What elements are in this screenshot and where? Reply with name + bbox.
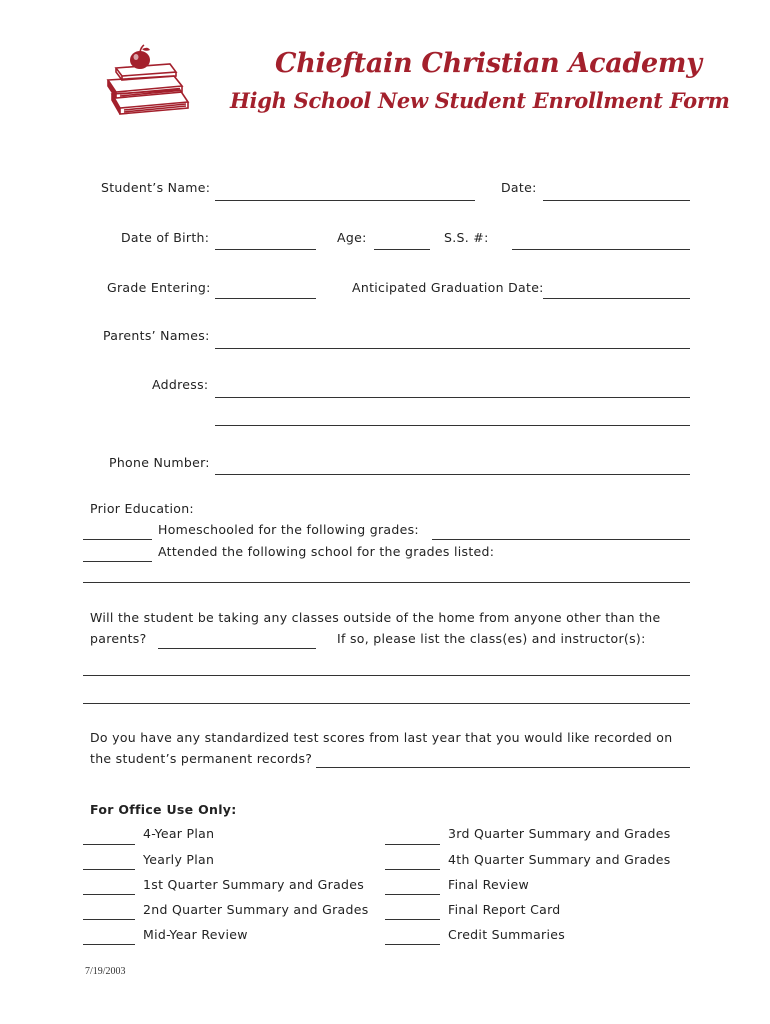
date-of-birth-label: Date of Birth: — [121, 230, 210, 245]
outside-classes-parents: parents? — [90, 631, 147, 646]
ssn-field[interactable] — [512, 249, 690, 250]
outside-classes-follow-up: If so, please list the class(es) and instructor(s): — [337, 631, 646, 646]
office-left-item: 4-Year Plan — [143, 826, 215, 841]
homeschooled-label: Homeschooled for the following grades: — [158, 522, 419, 537]
office-right-check[interactable] — [385, 919, 440, 920]
ssn-label: S.S. #: — [444, 230, 489, 245]
office-left-item: Mid-Year Review — [143, 927, 248, 942]
date-of-birth-field[interactable] — [215, 249, 316, 250]
apple-on-books-icon — [100, 44, 192, 118]
homeschooled-check-field[interactable] — [83, 539, 152, 540]
office-use-heading: For Office Use Only: — [90, 802, 237, 817]
attended-school-field[interactable] — [83, 582, 690, 583]
phone-number-field[interactable] — [215, 474, 690, 475]
phone-number-label: Phone Number: — [109, 455, 210, 470]
revision-date: 7/19/2003 — [85, 966, 126, 977]
office-right-item: Credit Summaries — [448, 927, 566, 942]
student-name-label: Student’s Name: — [101, 180, 211, 195]
test-scores-question: Do you have any standardized test scores from last year that you would like recorded on — [90, 730, 673, 745]
attended-label: Attended the following school for the grades listed: — [158, 544, 495, 559]
office-right-check[interactable] — [385, 944, 440, 945]
outside-classes-answer-field[interactable] — [158, 648, 316, 649]
test-scores-question-cont: the student’s permanent records? — [90, 751, 313, 766]
address-field-line2[interactable] — [215, 425, 690, 426]
outside-classes-question: Will the student be taking any classes outside of the home from anyone other than the — [90, 610, 661, 625]
grade-entering-field[interactable] — [215, 298, 316, 299]
office-left-item: 2nd Quarter Summary and Grades — [143, 902, 369, 917]
office-right-check[interactable] — [385, 894, 440, 895]
attended-check-field[interactable] — [83, 561, 152, 562]
office-left-check[interactable] — [83, 869, 135, 870]
office-right-item: 4th Quarter Summary and Grades — [448, 852, 671, 867]
age-field[interactable] — [374, 249, 430, 250]
classes-instructors-field-line1[interactable] — [83, 675, 690, 676]
form-title: High School New Student Enrollment Form — [230, 88, 730, 113]
office-left-check[interactable] — [83, 844, 135, 845]
address-label: Address: — [152, 377, 209, 392]
office-right-check[interactable] — [385, 844, 440, 845]
address-field-line1[interactable] — [215, 397, 690, 398]
homeschooled-grades-field[interactable] — [432, 539, 690, 540]
school-name: Chieftain Christian Academy — [275, 48, 702, 79]
office-left-check[interactable] — [83, 894, 135, 895]
age-label: Age: — [337, 230, 367, 245]
office-right-item: 3rd Quarter Summary and Grades — [448, 826, 671, 841]
office-left-check[interactable] — [83, 919, 135, 920]
test-scores-field[interactable] — [316, 767, 690, 768]
office-right-item: Final Review — [448, 877, 529, 892]
office-right-item: Final Report Card — [448, 902, 561, 917]
parents-names-field[interactable] — [215, 348, 690, 349]
anticipated-graduation-label: Anticipated Graduation Date: — [352, 280, 544, 295]
parents-names-label: Parents’ Names: — [103, 328, 210, 343]
date-label: Date: — [501, 180, 537, 195]
anticipated-graduation-field[interactable] — [543, 298, 690, 299]
office-left-item: 1st Quarter Summary and Grades — [143, 877, 365, 892]
date-field[interactable] — [543, 200, 690, 201]
logo — [100, 44, 192, 118]
classes-instructors-field-line2[interactable] — [83, 703, 690, 704]
office-right-check[interactable] — [385, 869, 440, 870]
prior-education-heading: Prior Education: — [90, 501, 194, 516]
student-name-field[interactable] — [215, 200, 475, 201]
grade-entering-label: Grade Entering: — [107, 280, 211, 295]
office-left-check[interactable] — [83, 944, 135, 945]
office-left-item: Yearly Plan — [143, 852, 215, 867]
